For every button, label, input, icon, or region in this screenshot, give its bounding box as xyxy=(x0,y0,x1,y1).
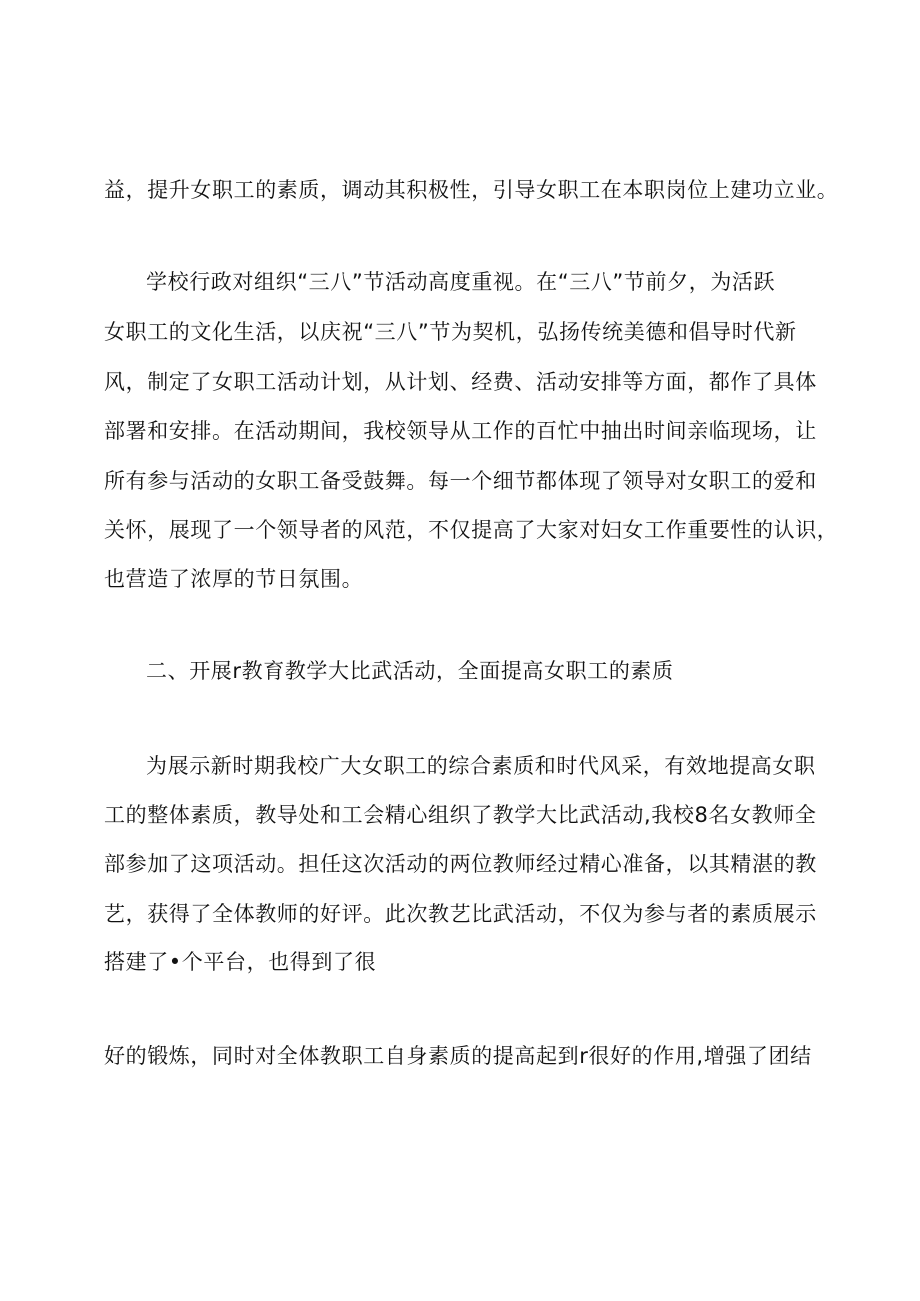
paragraph-3-line-2: 工的整体素质，教导处和工会精心组织了教学大比武活动,我校8名女教师全 xyxy=(104,803,817,827)
paragraph-3-line-5: 搭建了•个平台，也得到了很 xyxy=(104,950,377,974)
paragraph-2-line-3: 风，制定了女职工活动计划，从计划、经费、活动安排等方面，都作了具体 xyxy=(104,370,817,394)
paragraph-2-line-7: 也营造了浓厚的节日氛围。 xyxy=(104,567,364,591)
paragraph-3-line-1: 为展示新时期我校广大女职工的综合素质和时代风采，有效地提高女职 xyxy=(146,754,816,778)
paragraph-1-line-1: 益，提升女职工的素质，调动其积极性，引导女职工在本职岗位上建功立业。 xyxy=(104,178,839,202)
paragraph-2-line-1: 学校行政对组织“三八”节活动高度重视。在“三八”节前夕，为活跃 xyxy=(146,270,776,294)
paragraph-2-line-6: 关怀，展现了一个领导者的风范，不仅提高了大家对妇女工作重要性的认识， xyxy=(104,518,839,542)
paragraph-2-line-5: 所有参与活动的女职工备受鼓舞。每一个细节都体现了领导对女职工的爱和 xyxy=(104,469,817,493)
paragraph-4-line-1: 好的锻炼，同时对全体教职工自身素质的提高起到r很好的作用,增强了团结 xyxy=(104,1044,812,1068)
section-heading-2: 二、开展r教育教学大比武活动，全面提高女职工的素质 xyxy=(146,659,674,683)
paragraph-3-line-3: 部参加了这项活动。担任这次活动的两位教师经过精心准备，以其精湛的教 xyxy=(104,852,817,876)
paragraph-3-line-4: 艺，获得了全体教师的好评。此次教艺比武活动，不仅为参与者的素质展示 xyxy=(104,902,817,926)
paragraph-2-line-4: 部署和安排。在活动期间，我校领导从工作的百忙中抽出时间亲临现场，让 xyxy=(104,419,817,443)
paragraph-2-line-2: 女职工的文化生活，以庆祝“三八”节为契机，弘扬传统美德和倡导时代新 xyxy=(104,320,797,344)
